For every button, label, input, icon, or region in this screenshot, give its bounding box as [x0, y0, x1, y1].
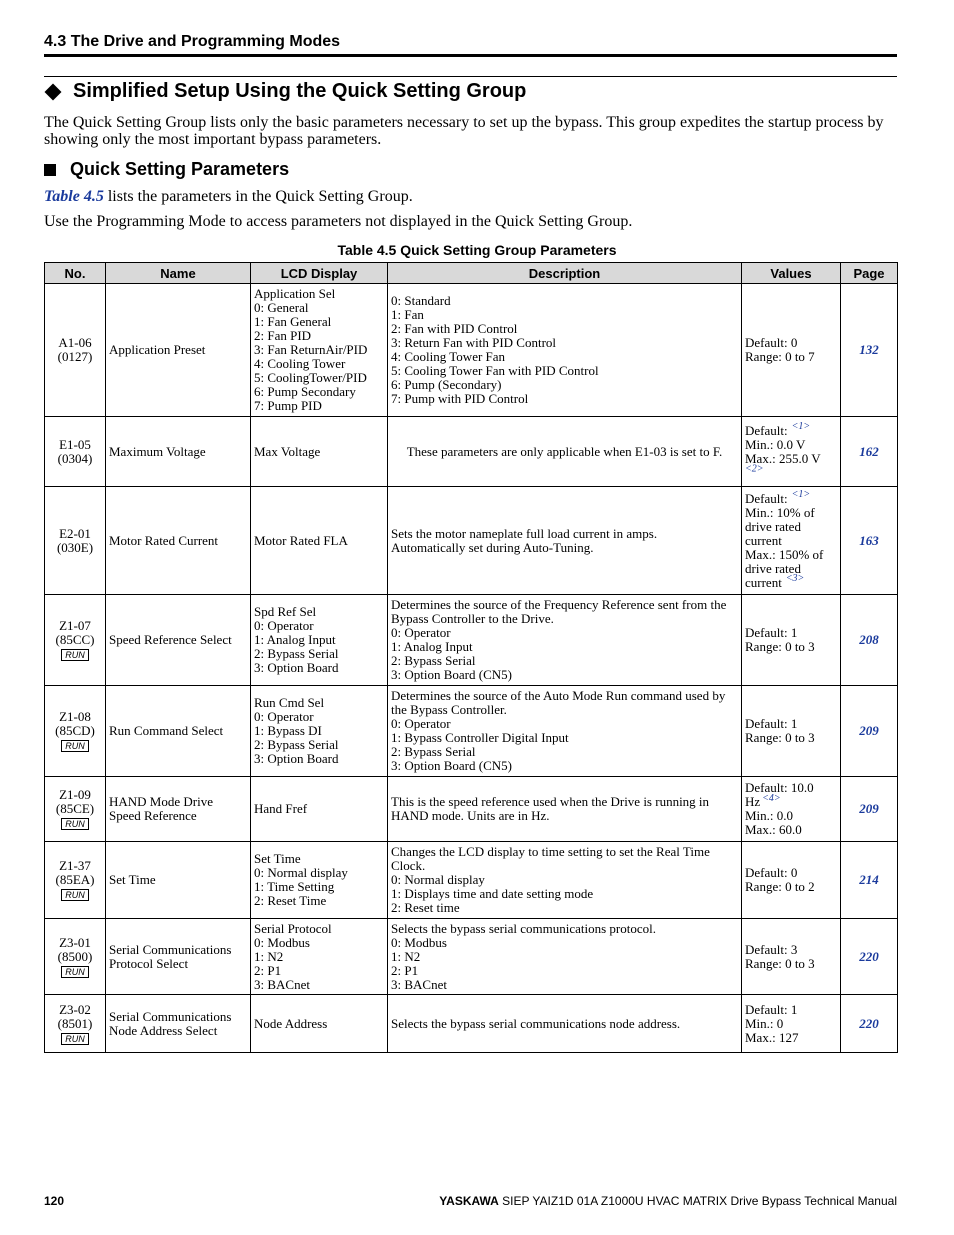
lcd-line: 2: Bypass Serial: [254, 646, 339, 661]
value-line: [745, 489, 837, 506]
parameter-name: Maximum Voltage: [106, 417, 251, 487]
lcd-line: Set Time: [254, 851, 301, 866]
parameter-number: E1-05: [59, 436, 91, 452]
column-header-description: Description: [388, 263, 742, 284]
intro-paragraph: The Quick Setting Group lists only the basic parameters necessary to set up the bypass. This group expedites the startup process by showing only the most important bypass parameters.: [44, 114, 884, 148]
parameter-code: (85CC): [55, 632, 95, 647]
description-line: 5: Cooling Tower Fan with PID Control: [391, 363, 599, 378]
footnote-link[interactable]: <2>: [745, 463, 764, 475]
description-line: 2: Reset time: [391, 900, 460, 915]
lcd-display-cell: [251, 995, 388, 1053]
heading-2-text: Simplified Setup Using the Quick Setting Group: [73, 80, 527, 102]
lcd-line: 1: N2: [254, 948, 284, 964]
parameter-name: HAND Mode Drive Speed Reference: [106, 777, 251, 842]
value-line: Min.: 0: [745, 1015, 784, 1031]
lcd-line: 3: Option Board: [254, 751, 339, 766]
description-line: 3: Option Board (CN5): [391, 667, 512, 682]
page-cell: [841, 686, 898, 777]
lcd-line: Application Sel: [254, 286, 336, 301]
parameter-name: Application Preset: [106, 284, 251, 417]
parameter-number: A1-06: [58, 335, 92, 350]
values-cell: [742, 487, 841, 595]
parameter-number: Z1-37: [59, 858, 91, 873]
parameter-number-cell: [45, 995, 106, 1053]
description-line: 1: Displays time and date setting mode: [391, 886, 594, 901]
parameter-number-cell: [45, 595, 106, 686]
table-row: [45, 595, 898, 686]
value-line: [745, 463, 837, 480]
parameter-code: (85CD): [55, 723, 95, 738]
lcd-line: Hand Fref: [254, 801, 308, 816]
lcd-line: Spd Ref Sel: [254, 604, 317, 619]
parameter-code: (8500): [57, 948, 93, 964]
parameter-number-cell: [45, 777, 106, 842]
description-line: 3: BACnet: [391, 976, 447, 992]
value-text: Max.: 150% of drive rated current: [745, 546, 824, 590]
parameter-code: (85CE): [55, 801, 95, 816]
description-line: 3: Option Board (CN5): [391, 758, 512, 773]
lcd-line: Run Cmd Sel: [254, 695, 325, 710]
page-cell: [841, 487, 898, 595]
values-cell: [742, 919, 841, 995]
description-line: These parameters are only applicable when E1-03 is set to F.: [406, 443, 723, 459]
parameter-number-cell: [45, 487, 106, 595]
column-header-page: Page: [841, 263, 898, 284]
description-line: Determines the source of the Auto Mode Run command used by the Bypass Controller.: [391, 688, 726, 717]
parameter-number-cell: [45, 842, 106, 919]
heading-3-text: Quick Setting Parameters: [70, 159, 290, 179]
column-header-lcd-display: LCD Display: [251, 263, 388, 284]
brand-name: YASKAWA: [439, 1194, 499, 1208]
page-cell: [841, 919, 898, 995]
parameter-number: Z1-08: [59, 709, 91, 724]
footnote-link[interactable]: <1>: [791, 421, 811, 433]
lcd-line: 2: Bypass Serial: [254, 737, 339, 752]
table-row: [45, 487, 898, 595]
page-link[interactable]: 163: [859, 532, 879, 548]
parameter-table: [44, 262, 898, 1053]
value-line: Max.: 255.0 V: [745, 450, 821, 466]
value-text: Default: 10.0 Hz: [745, 780, 814, 809]
column-header-no: No.: [45, 263, 106, 284]
parameter-number: E2-01: [59, 525, 91, 541]
lcd-line: 1: Analog Input: [254, 632, 336, 647]
page-link[interactable]: 220: [859, 948, 879, 964]
heading-rule: [44, 76, 897, 77]
run-badge: RUN: [61, 818, 89, 830]
run-badge: RUN: [61, 889, 89, 901]
lcd-display-cell: [251, 417, 388, 487]
value-line: [745, 421, 837, 438]
table-header-row: [45, 263, 898, 284]
lcd-line: 3: Fan ReturnAir/PID: [254, 342, 368, 357]
lcd-display-cell: [251, 842, 388, 919]
parameter-name: Speed Reference Select: [106, 595, 251, 686]
table-row: [45, 284, 898, 417]
heading-3: [44, 159, 289, 180]
lcd-line: 1: Fan General: [254, 314, 332, 329]
lcd-line: Node Address: [254, 1015, 328, 1031]
description-cell: [388, 417, 742, 487]
page-cell: [841, 595, 898, 686]
description-cell: [388, 842, 742, 919]
table-row: [45, 777, 898, 842]
table-row: [45, 919, 898, 995]
table-reference-text: lists the parameters in the Quick Setting Group.: [103, 188, 413, 205]
lcd-line: 0: Normal display: [254, 865, 348, 880]
value-line: Default: 1: [745, 716, 798, 731]
lcd-display-cell: [251, 919, 388, 995]
page-link[interactable]: 132: [859, 342, 879, 357]
parameter-code: (030E): [56, 539, 94, 555]
values-cell: [742, 842, 841, 919]
header-rule: [44, 54, 897, 57]
page-cell: [841, 777, 898, 842]
value-line: Default: 3: [745, 941, 798, 957]
square-bullet-icon: [44, 164, 56, 176]
description-line: 6: Pump (Secondary): [391, 377, 502, 392]
value-line: Default: 0: [745, 865, 798, 880]
lcd-line: 1: Time Setting: [254, 879, 335, 894]
page-link[interactable]: 209: [859, 723, 879, 738]
lcd-display-cell: [251, 284, 388, 417]
description-line: Selects the bypass serial communications node address.: [391, 1015, 681, 1031]
value-line: Default: 1: [745, 1001, 798, 1017]
parameter-name: Set Time: [106, 842, 251, 919]
lcd-line: 5: CoolingTower/PID: [254, 370, 367, 385]
description-line: 2: Bypass Serial: [391, 744, 476, 759]
description-line: 2: Bypass Serial: [391, 653, 476, 668]
value-line: Default: 0: [745, 335, 798, 350]
value-line: Min.: 10% of drive rated current: [745, 504, 815, 548]
page-cell: [841, 842, 898, 919]
parameter-number-cell: [45, 417, 106, 487]
lcd-line: 2: Reset Time: [254, 893, 327, 908]
description-cell: [388, 595, 742, 686]
value-line: Min.: 0.0: [745, 808, 794, 823]
values-cell: [742, 417, 841, 487]
section-header: 4.3 The Drive and Programming Modes: [44, 33, 341, 50]
table-row: [45, 417, 898, 487]
lcd-display-cell: [251, 686, 388, 777]
parameter-name: Serial Communications Node Address Select: [106, 995, 251, 1053]
table-link[interactable]: Table 4.5: [44, 188, 104, 205]
diamond-bullet-icon: [45, 83, 62, 100]
description-line: Determines the source of the Frequency Reference sent from the Bypass Controller to the Drive.: [391, 597, 727, 626]
values-cell: [742, 995, 841, 1053]
page-link[interactable]: 214: [859, 872, 879, 887]
value-text: Default:: [745, 422, 788, 438]
column-header-values: Values: [742, 263, 841, 284]
parameter-code: (0127): [57, 349, 93, 364]
column-header-name: Name: [106, 263, 251, 284]
run-badge: RUN: [61, 1033, 89, 1045]
page-link[interactable]: 162: [859, 443, 879, 459]
page-number: 120: [44, 1194, 65, 1208]
parameter-code: (85EA): [55, 872, 95, 887]
value-line: Range: 0 to 3: [745, 639, 815, 654]
lcd-line: 4: Cooling Tower: [254, 356, 346, 371]
value-line: Range: 0 to 7: [745, 349, 815, 364]
description-cell: [388, 777, 742, 842]
lcd-line: 0: Modbus: [254, 934, 310, 950]
value-text: Default:: [745, 490, 788, 506]
page-link[interactable]: 209: [859, 801, 879, 816]
lcd-line: Max Voltage: [254, 443, 321, 459]
value-line: Range: 0 to 3: [745, 955, 815, 971]
lcd-display-cell: [251, 487, 388, 595]
parameter-number-cell: [45, 284, 106, 417]
lcd-line: 6: Pump Secondary: [254, 384, 356, 399]
parameter-code: (8501): [57, 1015, 93, 1031]
description-line: 1: Analog Input: [391, 639, 473, 654]
run-badge: RUN: [61, 966, 89, 978]
values-cell: [742, 284, 841, 417]
description-line: Automatically set during Auto-Tuning.: [391, 539, 594, 555]
parameter-number: Z1-09: [59, 787, 91, 802]
lcd-line: 2: P1: [254, 962, 282, 978]
value-line: Min.: 0.0 V: [745, 436, 806, 452]
values-cell: [742, 686, 841, 777]
lcd-line: 1: Bypass DI: [254, 723, 322, 738]
description-line: This is the speed reference used when the Drive is running in HAND mode. Units are in Hz.: [391, 794, 710, 823]
description-line: 4: Cooling Tower Fan: [391, 349, 506, 364]
table-caption: Table 4.5 Quick Setting Group Parameters: [337, 242, 617, 258]
description-line: 7: Pump with PID Control: [391, 391, 529, 406]
lcd-line: 3: BACnet: [254, 976, 310, 992]
parameter-number-cell: [45, 919, 106, 995]
parameter-name: Serial Communications Protocol Select: [106, 919, 251, 995]
description-line: 2: Fan with PID Control: [391, 321, 518, 336]
parameter-name: Run Command Select: [106, 686, 251, 777]
description-cell: [388, 995, 742, 1053]
manual-title: SIEP YAIZ1D 01A Z1000U HVAC MATRIX Drive Bypass Technical Manual: [498, 1194, 897, 1208]
page-link[interactable]: 208: [859, 632, 879, 647]
page-cell: [841, 995, 898, 1053]
page-cell: [841, 284, 898, 417]
value-line: Range: 0 to 2: [745, 879, 815, 894]
run-badge: RUN: [61, 740, 89, 752]
page-cell: [841, 417, 898, 487]
table-row: [45, 842, 898, 919]
description-line: Selects the bypass serial communications protocol.: [391, 920, 656, 936]
description-line: 1: Bypass Controller Digital Input: [391, 730, 569, 745]
description-line: 1: Fan: [391, 307, 424, 322]
value-line: Default: 1: [745, 625, 798, 640]
values-cell: [742, 595, 841, 686]
parameter-name: Motor Rated Current: [106, 487, 251, 595]
value-line: Max.: 127: [745, 1029, 799, 1045]
lcd-display-cell: [251, 777, 388, 842]
values-cell: [742, 777, 841, 842]
programming-mode-paragraph: Use the Programming Mode to access parameters not displayed in the Quick Setting Group.: [44, 213, 633, 230]
parameter-number: Z3-01: [59, 934, 91, 950]
lcd-line: Serial Protocol: [254, 920, 332, 936]
page-link[interactable]: 220: [859, 1015, 879, 1031]
description-line: 0: Operator: [391, 716, 451, 731]
description-line: 0: Operator: [391, 625, 451, 640]
description-cell: [388, 686, 742, 777]
value-line: Range: 0 to 3: [745, 730, 815, 745]
lcd-line: 0: Operator: [254, 618, 314, 633]
description-line: 1: N2: [391, 948, 421, 964]
lcd-line: 0: General: [254, 300, 309, 315]
value-line: Max.: 60.0: [745, 822, 802, 837]
run-badge: RUN: [61, 649, 89, 661]
lcd-line: 2: Fan PID: [254, 328, 312, 343]
footnote-link[interactable]: <4>: [762, 792, 781, 804]
description-line: 3: Return Fan with PID Control: [391, 335, 557, 350]
parameter-code: (0304): [57, 450, 93, 466]
footnote-link[interactable]: <3>: [785, 573, 805, 585]
parameter-number: Z3-02: [59, 1001, 91, 1017]
lcd-line: 3: Option Board: [254, 660, 339, 675]
description-cell: [388, 919, 742, 995]
lcd-line: 7: Pump PID: [254, 398, 322, 413]
parameter-number-cell: [45, 686, 106, 777]
footnote-link[interactable]: <1>: [791, 489, 811, 501]
description-line: 0: Normal display: [391, 872, 485, 887]
table-row: [45, 686, 898, 777]
description-line: 0: Standard: [391, 293, 451, 308]
description-line: 0: Modbus: [391, 934, 447, 950]
description-cell: [388, 284, 742, 417]
description-line: Sets the motor nameplate full load current in amps.: [391, 525, 658, 541]
lcd-display-cell: [251, 595, 388, 686]
description-line: Changes the LCD display to time setting to set the Real Time Clock.: [391, 844, 710, 873]
value-line: [745, 548, 837, 590]
parameter-number: Z1-07: [59, 618, 91, 633]
table-reference-paragraph: [44, 188, 413, 206]
value-line: [745, 781, 837, 809]
description-line: 2: P1: [391, 962, 419, 978]
heading-2: [44, 80, 526, 103]
table-row: [45, 995, 898, 1053]
footer-manual-title: [439, 1194, 897, 1208]
lcd-line: 0: Operator: [254, 709, 314, 724]
description-cell: [388, 487, 742, 595]
lcd-line: Motor Rated FLA: [254, 532, 348, 548]
